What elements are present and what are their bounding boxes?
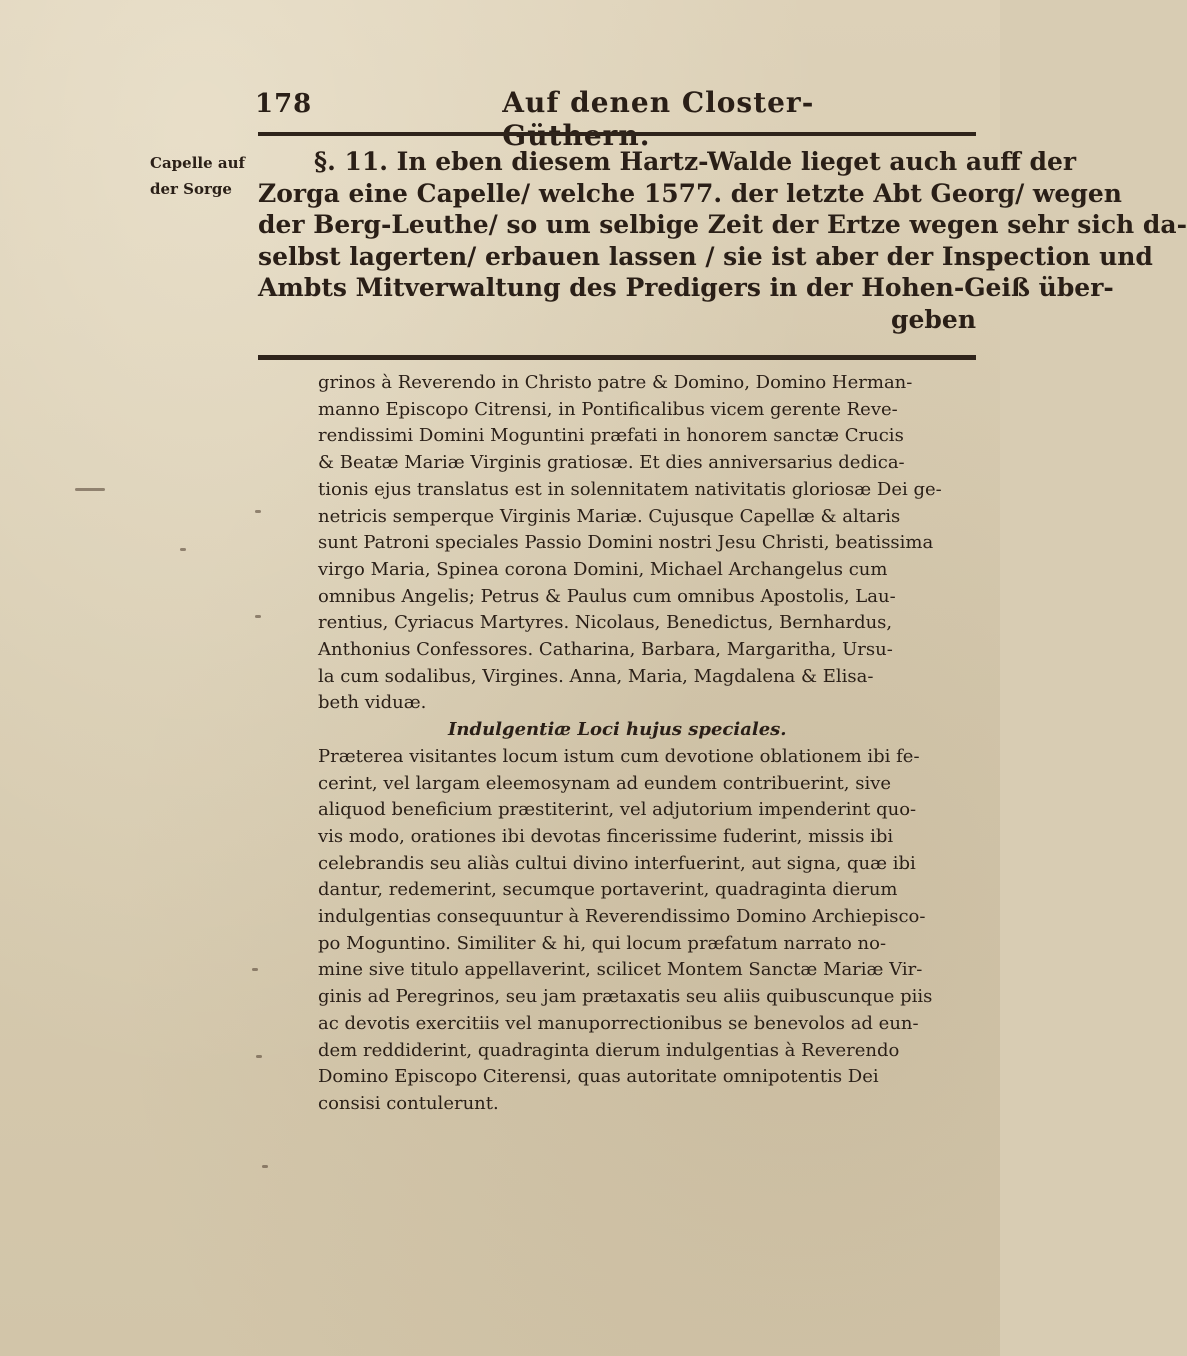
section-subheading: Indulgentiæ Loci hujus speciales. [448,719,787,741]
marginal-note-line: Capelle auf [150,154,245,172]
paper-speck [75,488,105,491]
page-header [255,86,855,152]
text-line: & Beatæ Mariæ Virginis gratiosæ. Et dies anniversarius dedica- [318,452,905,474]
text-line: mine sive titulo appellaverint, scilicet Montem Sanctæ Mariæ Vir- [318,959,923,981]
text-line: der Berg-Leuthe/ so um selbige Zeit der Ertze wegen sehr sich da- [258,210,1187,239]
page-number: 178 [255,89,313,119]
text-line: Anthonius Confessores. Catharina, Barbara, Margaritha, Ursu- [318,639,893,661]
german-paragraph [258,146,1187,335]
text-line: aliquod beneficium præstiterint, vel adjutorium impenderint quo- [318,799,917,821]
catchword: geben [891,304,976,334]
paper-speck [255,615,261,618]
paper-speck [252,968,258,971]
text-line: celebrandis seu aliàs cultui divino interfuerint, aut signa, quæ ibi [318,852,916,874]
text-line: selbst lagerten/ erbauen lassen / sie ist aber der Inspection und [258,241,1153,271]
marginal-note-line: der Sorge [150,180,232,198]
text-line: rendissimi Domini Moguntini præfati in honorem sanctæ Crucis [318,425,904,447]
text-line: tionis ejus translatus est in solennitatem nativitatis gloriosæ Dei ge- [318,478,942,500]
text-line: grinos à Reverendo in Christo patre & Domino, Domino Herman- [318,372,913,393]
paper-speck [180,548,186,551]
text-line: dantur, redemerint, secumque portaverint, quadraginta dierum [318,879,898,901]
text-line: netricis semperque Virginis Mariæ. Cujusque Capellæ & altaris [318,505,901,527]
text-line: Domino Episcopo Citerensi, quas autoritate omnipotentis Dei [318,1066,879,1088]
text-line: ac devotis exercitiis vel manuporrectionibus se benevolos ad eun- [318,1012,919,1034]
latin-footnote [318,370,978,1118]
text-line: rentius, Cyriacus Martyres. Nicolaus, Benedictus, Bernhardus, [318,612,893,634]
section-rule [258,355,976,360]
marginal-note [150,150,250,202]
text-line: Ambts Mitverwaltung des Predigers in der Hohen-Geiß über- [258,273,1114,302]
text-line: cerint, vel largam eleemosynam ad eundem contribuerint, sive [318,772,892,794]
running-title: Auf denen Closter-Güthern. [502,86,815,152]
header-rule [258,132,976,136]
text-line: po Moguntino. Similiter & hi, qui locum præfatum narrato no- [318,932,887,954]
text-line: beth viduæ. [318,692,427,714]
text-line: §. 11. In eben diesem Hartz-Walde lieget auch auff der [314,147,1077,176]
text-line: virgo Maria, Spinea corona Domini, Michael Archangelus cum [318,558,888,580]
text-line: la cum sodalibus, Virgines. Anna, Maria, Magdalena & Elisa- [318,665,874,687]
text-line: Præterea visitantes locum istum cum devotione oblationem ibi fe- [318,745,920,767]
paper-speck [262,1165,268,1168]
text-line: vis modo, orationes ibi devotas fincerissime fuderint, missis ibi [318,825,894,847]
text-line: dem reddiderint, quadraginta dierum indulgentias à Reverendo [318,1039,900,1061]
text-line: sunt Patroni speciales Passio Domini nostri Jesu Christi, beatissima [318,532,934,554]
paper-speck [255,510,261,513]
text-line: omnibus Angelis; Petrus & Paulus cum omnibus Apostolis, Lau- [318,585,896,607]
text-line: indulgentias consequuntur à Reverendissimo Domino Archiepisco- [318,906,926,928]
text-line: manno Episcopo Citrensi, in Pontificalibus vicem gerente Reve- [318,398,898,420]
text-line: ginis ad Peregrinos, seu jam prætaxatis seu aliis quibuscunque piis [318,986,933,1008]
text-line: consisi contulerunt. [318,1092,499,1114]
text-line: Zorga eine Capelle/ welche 1577. der letzte Abt Georg/ wegen [258,178,1122,208]
paper-speck [256,1055,262,1058]
